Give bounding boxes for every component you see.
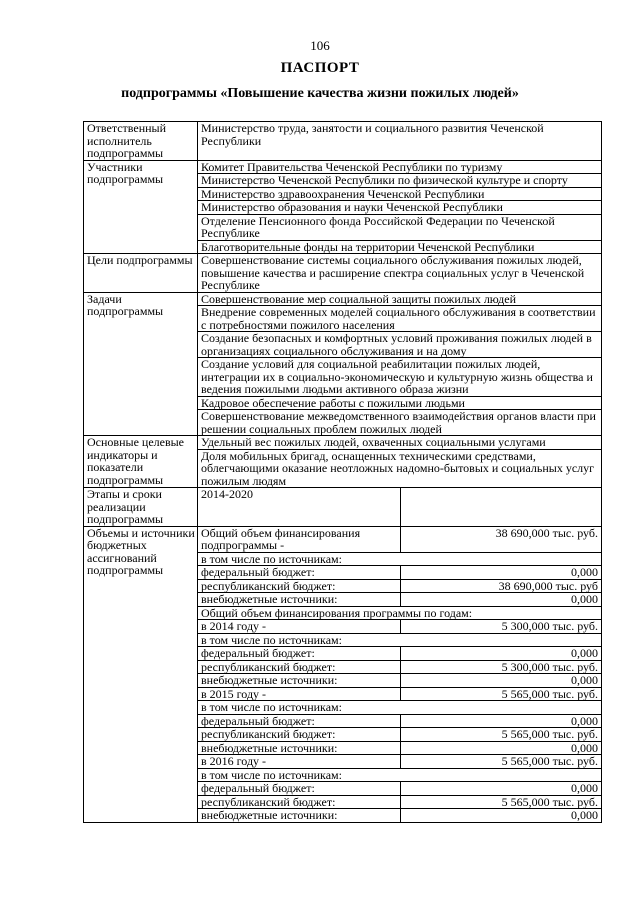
funding-value: 0,000 (571, 565, 598, 579)
row-item: Внедрение современных моделей социального обслуживания в соответствии с потребностями пожилого населения (198, 305, 601, 331)
funding-line (198, 633, 601, 647)
funding-line (198, 781, 601, 795)
funding-line (198, 646, 601, 660)
funding-label: федеральный бюджет: (198, 715, 401, 728)
funding-value: 5 565,000 тыс. руб. (501, 754, 598, 768)
row-item: Кадровое обеспечение работы с пожилыми людьми (198, 396, 601, 410)
passport-row (84, 292, 601, 436)
funding-line (198, 565, 601, 579)
funding-line (198, 527, 601, 552)
row-content (198, 527, 601, 822)
row-label: Задачи подпрограммы (84, 293, 198, 436)
row-content (198, 122, 601, 160)
funding-line (198, 714, 601, 728)
funding-line (198, 660, 601, 674)
funding-value: 0,000 (571, 646, 598, 660)
row-item: Комитет Правительства Чеченской Республики по туризму (201, 159, 503, 174)
row-label: Ответственный исполнитель подпрограммы (84, 122, 198, 160)
row-content (198, 161, 601, 254)
row-item: Министерство труда, занятости и социального развития Чеченской Республики (201, 121, 544, 148)
row-content (198, 254, 601, 292)
funding-line (198, 795, 601, 809)
funding-value: 5 565,000 тыс. руб. (501, 686, 598, 701)
funding-label: внебюджетные источники: (198, 593, 401, 606)
funding-label: в том числе по источникам: (201, 551, 342, 566)
document-subtitle: подпрограммы «Повышение качества жизни пожилых людей» (121, 86, 519, 101)
row-item: Министерство образования и науки Чеченской Республики (198, 200, 601, 214)
funding-label: в 2014 году - (198, 620, 401, 633)
row-item: Министерство Чеченской Республики по физической культуре и спорту (198, 173, 601, 187)
funding-line (198, 808, 601, 822)
row-item: Совершенствование системы социального обслуживания пожилых людей, повышение качества и расширение спектра социальных услуг в Чеченской Республике (201, 253, 585, 292)
funding-label: республиканский бюджет: (198, 796, 401, 809)
funding-line (198, 606, 601, 620)
funding-row (84, 526, 601, 822)
row-content (198, 436, 601, 487)
page-number: 106 (310, 38, 330, 53)
funding-value: 0,000 (571, 592, 598, 606)
stages-value: 2014-2020 (198, 488, 401, 526)
funding-label: в том числе по источникам: (201, 632, 342, 647)
funding-line (198, 552, 601, 566)
funding-line (198, 754, 601, 768)
funding-label: республиканский бюджет: (198, 580, 401, 593)
funding-value: 0,000 (571, 740, 598, 755)
funding-value: 0,000 (571, 781, 598, 795)
funding-label: федеральный бюджет: (198, 782, 401, 795)
funding-value: 5 565,000 тыс. руб. (501, 794, 598, 809)
funding-label: федеральный бюджет: (198, 566, 401, 579)
row-item: Совершенствование мер социальной защиты пожилых людей (201, 291, 517, 306)
funding-value: 5 300,000 тыс. руб. (501, 659, 598, 674)
row-item: Отделение Пенсионного фонда Российской Федерации по Чеченской Республике (198, 214, 601, 240)
row-item: Министерство здравоохранения Чеченской Республики (198, 187, 601, 201)
stages-value-row (198, 488, 601, 526)
funding-value: 38 690,000 тыс. руб (498, 578, 598, 593)
funding-value: 38 690,000 тыс. руб. (495, 525, 598, 540)
funding-value: 0,000 (571, 673, 598, 687)
funding-label: федеральный бюджет: (198, 647, 401, 660)
row-item: Совершенствование межведомственного взаимодействия органов власти при решении социальных проблем пожилых людей (198, 409, 601, 435)
row-item: Благотворительные фонды на территории Чеченской Республики (198, 240, 601, 254)
row-item: Удельный вес пожилых людей, охваченных социальными услугами (201, 435, 546, 449)
row-item: Создание условий для социальной реабилитации пожилых людей, интеграции их в социально-экономическую и культурную жизнь общества и ведения пожилыми людьми активного образа жизни (198, 357, 601, 396)
funding-line (198, 579, 601, 593)
stages-empty-cell (401, 488, 601, 526)
row-label: Цели подпрограммы (84, 254, 198, 292)
funding-value: 0,000 (571, 808, 598, 822)
funding-label: внебюджетные источники: (198, 674, 401, 687)
row-item: Создание безопасных и комфортных условий проживания пожилых людей в организациях социального обслуживания и на дому (198, 331, 601, 357)
funding-line (198, 687, 601, 701)
passport-row (84, 122, 601, 160)
funding-label: Общий объем финансирования программы по годам: (201, 605, 473, 620)
row-content (198, 488, 601, 526)
funding-label: в том числе по источникам: (201, 700, 342, 714)
document-title: ПАСПОРТ (280, 60, 360, 76)
funding-label: республиканский бюджет: (198, 661, 401, 674)
funding-line (198, 768, 601, 782)
row-content (198, 293, 601, 436)
funding-value: 5 565,000 тыс. руб. (501, 727, 598, 741)
passport-row (84, 253, 601, 292)
passport-row (84, 160, 601, 254)
funding-label: в 2016 году - (198, 755, 401, 768)
row-label: Объемы и источники бюджетных ассигнований подпрограммы (84, 527, 198, 822)
funding-label: в 2015 году - (198, 688, 401, 701)
funding-value: 0,000 (571, 713, 598, 728)
funding-label: внебюджетные источники: (198, 809, 401, 822)
funding-line (198, 700, 601, 714)
funding-line (198, 741, 601, 755)
funding-line (198, 727, 601, 741)
funding-label: внебюджетные источники: (198, 742, 401, 755)
passport-table (83, 121, 602, 823)
funding-value: 5 300,000 тыс. руб. (501, 619, 598, 633)
row-label: Основные целевые индикаторы и показатели подпрограммы (84, 436, 198, 487)
stages-row (84, 487, 601, 526)
row-label: Участники подпрограммы (84, 161, 198, 254)
funding-label: республиканский бюджет: (198, 728, 401, 741)
funding-label: Общий объем финансирования подпрограммы - (198, 527, 401, 552)
funding-line (198, 673, 601, 687)
row-label: Этапы и сроки реализации подпрограммы (84, 488, 198, 526)
row-item: Доля мобильных бригад, оснащенных техническими средствами, облегчающими оказание неотложных надомно-бытовых и социальных услуг пожилым людям (198, 449, 601, 488)
funding-line (198, 619, 601, 633)
passport-row (84, 435, 601, 487)
funding-line (198, 592, 601, 606)
funding-label: в том числе по источникам: (201, 767, 342, 782)
